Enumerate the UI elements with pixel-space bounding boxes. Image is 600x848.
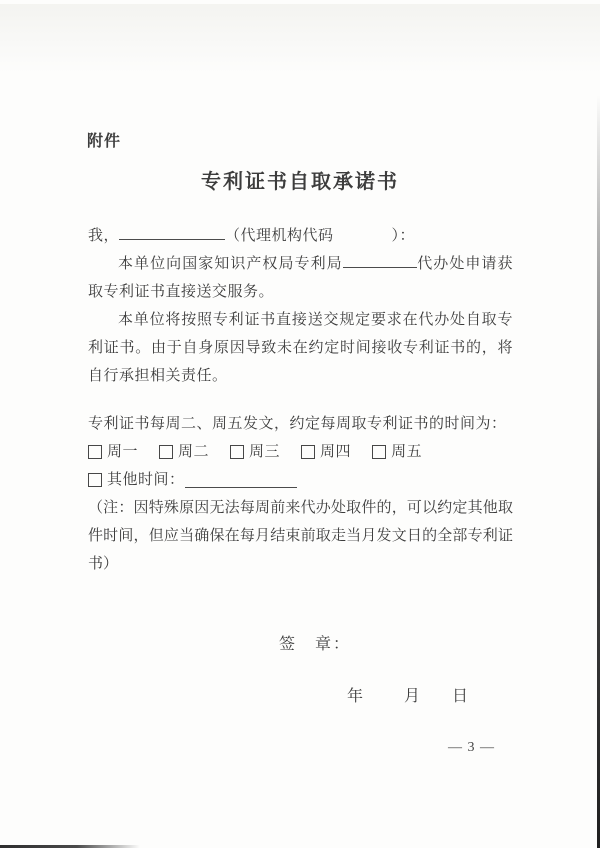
year-label: 年 [347,688,364,705]
weekday-checkbox-row [88,438,513,466]
date-line [347,683,468,706]
attachment-label: 附件 [87,133,122,150]
intro-mid: （代理机构代码 [225,228,334,244]
weekday-option-thursday[interactable] [301,438,351,466]
note-paragraph: （注：因特殊原因无法每周前来代办处取件的，可以约定其他取件时间，但应当确保在每月结束前取走当月发文日的全部专利证书） [88,500,513,572]
checkbox-icon[interactable] [301,445,315,459]
weekday-label: 周四 [320,444,352,460]
weekday-label: 周五 [391,444,423,460]
checkbox-icon[interactable] [230,445,244,459]
intro-pre: 我， [88,228,120,244]
pickup-schedule-section [88,410,513,578]
apply-paragraph [88,250,513,306]
page-title: 专利证书自取承诺书 [201,171,399,193]
signature-label: 签 章： [279,636,352,653]
intro-end: ）： [391,228,416,244]
weekday-label: 周三 [249,444,281,460]
weekday-option-friday[interactable] [372,438,422,466]
page-number: — 3 — [448,740,495,755]
checkbox-icon[interactable] [159,445,173,459]
commitment-paragraph: 本单位将按照专利证书直接送交规定要求在代办处自取专利证书。由于自身原因导致未在约定时间接收专利证书的，将自行承担相关责任。 [88,312,513,384]
apply-pre: 本单位向国家知识产权局专利局 [118,256,343,272]
apply-post: 代办处申请获取专利证书直接送交服务。 [88,256,513,300]
weekday-option-tuesday[interactable] [159,438,209,466]
weekday-option-wednesday[interactable] [230,438,280,466]
other-time-label: 其他时间： [107,472,185,488]
other-time-row [88,466,513,494]
scan-texture [0,4,600,74]
agency-name-blank[interactable] [119,224,225,240]
day-label: 日 [452,688,469,705]
office-name-blank[interactable] [343,252,417,268]
other-time-blank[interactable] [185,472,297,488]
checkbox-icon[interactable] [372,445,386,459]
weekday-option-monday[interactable] [88,438,138,466]
month-label: 月 [404,688,421,705]
weekday-label: 周二 [178,444,210,460]
intro-line [88,222,513,250]
schedule-intro: 专利证书每周二、周五发文，约定每周取专利证书的时间为： [88,416,507,432]
document-body [88,222,513,578]
checkbox-icon[interactable] [88,445,102,459]
checkbox-icon[interactable] [88,473,102,487]
weekday-label: 周一 [107,444,139,460]
